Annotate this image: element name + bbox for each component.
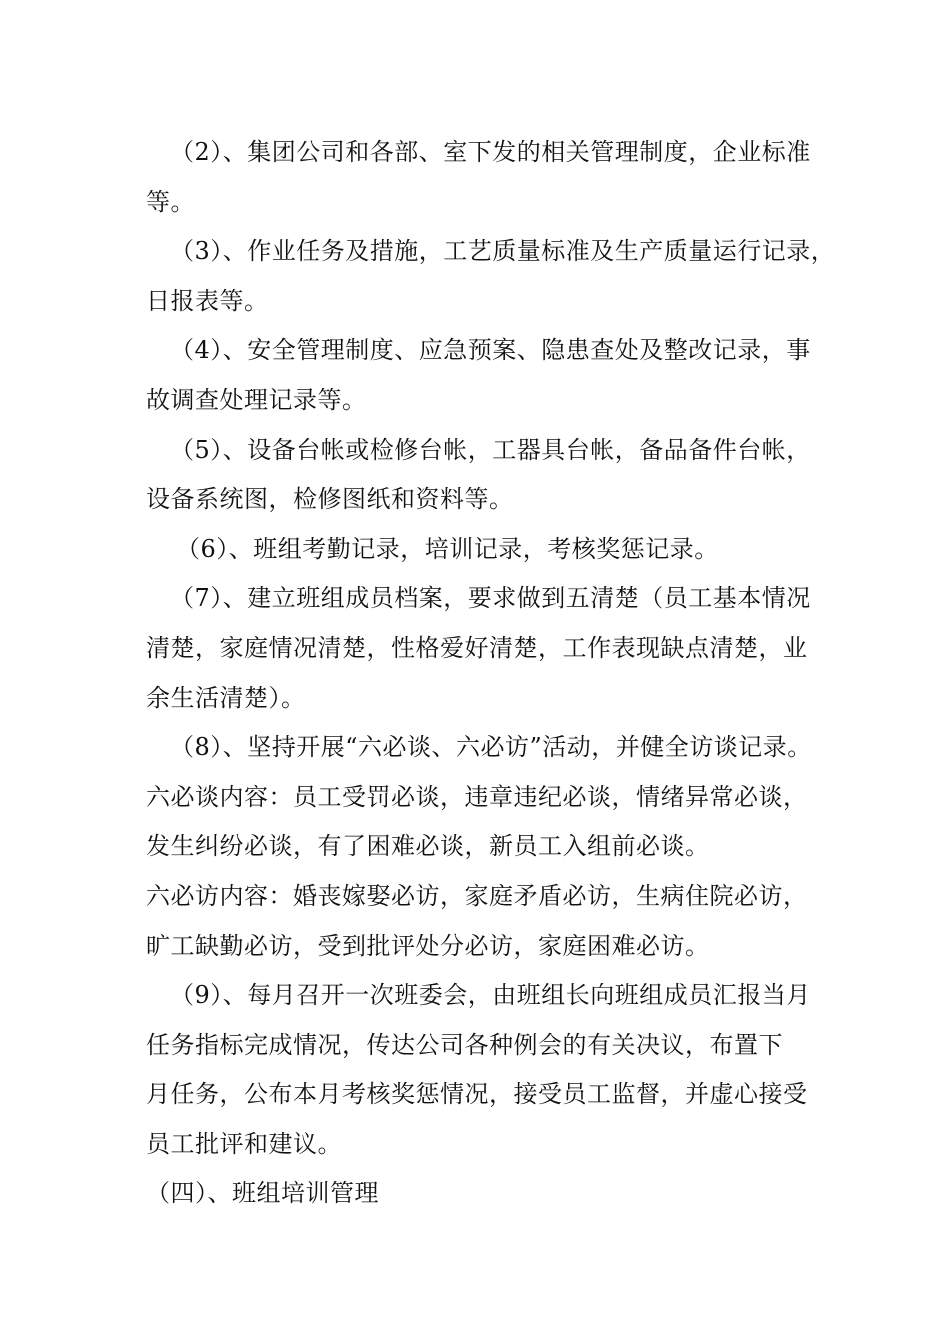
text-line: 旷工缺勤必访，受到批评处分必访，家庭困难必访。 <box>146 931 710 960</box>
text-line: （5）、设备台帐或检修台帐，工器具台帐，备品备件台帐， <box>170 435 811 464</box>
text-line: 清楚，家庭情况清楚，性格爱好清楚，工作表现缺点清楚，业 <box>146 633 808 662</box>
text-line: 等。 <box>146 187 195 216</box>
text-line: 任务指标完成情况，传达公司各种例会的有关决议，布置下 <box>146 1030 783 1059</box>
text-line: 发生纠纷必谈，有了困难必谈，新员工入组前必谈。 <box>146 832 710 861</box>
text-line: （6）、班组考勤记录，培训记录，考核奖惩记录。 <box>176 534 719 563</box>
text-line: 员工批评和建议。 <box>146 1129 342 1158</box>
text-line: 六必谈内容：员工受罚必谈，违章违纪必谈，情绪异常必谈， <box>146 782 808 811</box>
text-line: （8）、坚持开展“六必谈、六必访”活动，并健全访谈记录。 <box>170 733 812 762</box>
text-line: 故调查处理记录等。 <box>146 385 367 414</box>
section-heading: （四）、班组培训管理 <box>146 1179 379 1208</box>
text-line: 六必访内容：婚丧嫁娶必访，家庭矛盾必访，生病住院必访， <box>146 881 808 910</box>
text-line: （4）、安全管理制度、应急预案、隐患查处及整改记录，事 <box>170 336 811 365</box>
text-line: （2）、集团公司和各部、室下发的相关管理制度，企业标准 <box>170 138 811 166</box>
text-line: 余生活清楚）。 <box>146 683 306 712</box>
text-line: 月任务，公布本月考核奖惩情况，接受员工监督，并虚心接受 <box>146 1080 808 1109</box>
text-line: 设备系统图，检修图纸和资料等。 <box>146 485 514 514</box>
text-line: （3）、作业任务及措施，工艺质量标准及生产质量运行记录， <box>170 237 836 266</box>
text-line: （7）、建立班组成员档案，要求做到五清楚（员工基本情况 <box>170 584 811 613</box>
text-line: 日报表等。 <box>146 286 269 315</box>
text-line: （9）、每月召开一次班委会，由班组长向班组成员汇报当月 <box>170 981 811 1010</box>
document-body <box>146 128 836 1219</box>
